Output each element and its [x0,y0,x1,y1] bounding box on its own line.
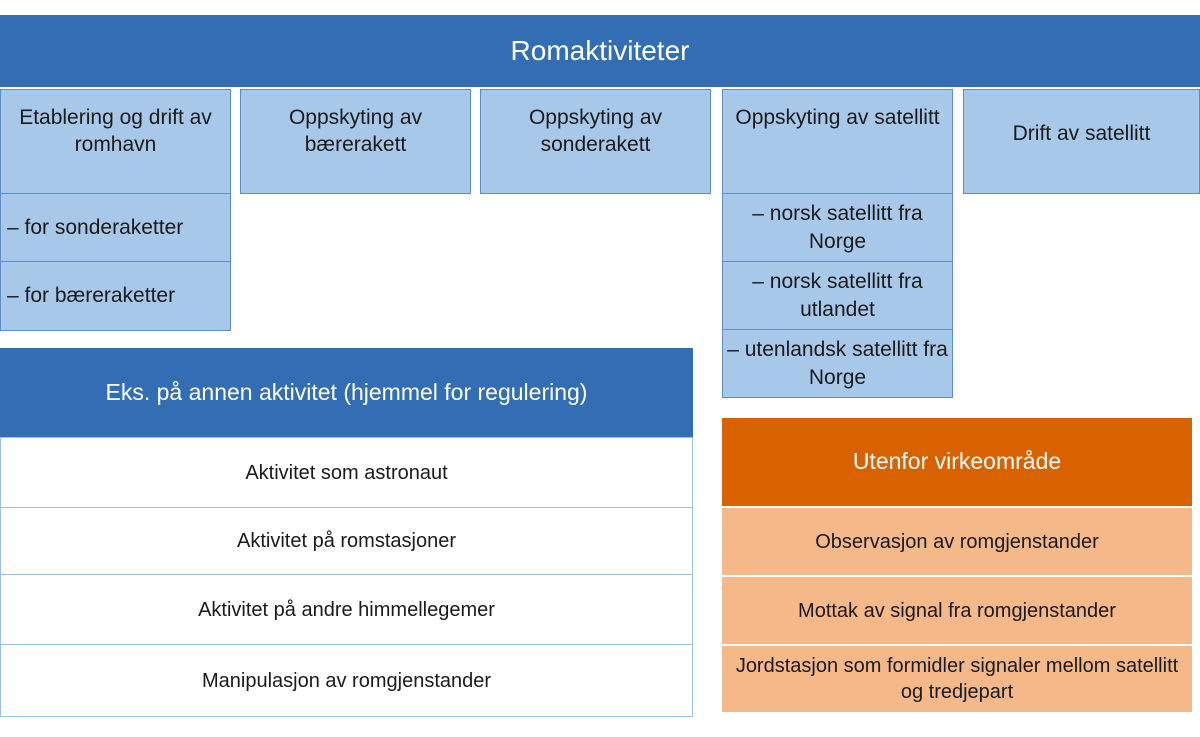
main-title: Romaktiviteter [0,15,1200,87]
col-baererakett: Oppskyting av bærerakett [240,89,471,194]
col-sonderakett: Oppskyting av sonderakett [480,89,711,194]
satellitt-sub-norsk-norge: – norsk satellitt fra Norge [722,193,953,262]
other-activity-item: Aktivitet som astronaut [0,437,693,508]
col-satellitt: Oppskyting av satellitt [722,89,953,194]
outside-scope-title: Utenfor virkeområde [722,418,1192,506]
outside-scope-item: Jordstasjon som formidler signaler mellom satellitt og tredjepart [722,644,1192,712]
col-romhavn: Etablering og drift av romhavn [0,89,231,194]
satellitt-sub-utenlandsk-norge: – utenlandsk satellitt fra Norge [722,329,953,398]
other-activity-item: Manipulasjon av romgjenstander [0,644,693,717]
outside-scope-item: Observasjon av romgjenstander [722,506,1192,576]
outside-scope-item: Mottak av signal fra romgjenstander [722,575,1192,645]
col-drift-satellitt: Drift av satellitt [963,89,1200,194]
other-activity-title: Eks. på annen aktivitet (hjemmel for regulering) [0,348,693,437]
romhavn-sub-sonderaketter: – for sonderaketter [0,193,231,262]
other-activity-item: Aktivitet på romstasjoner [0,507,693,575]
other-activity-item: Aktivitet på andre himmellegemer [0,574,693,645]
satellitt-sub-norsk-utlandet: – norsk satellitt fra utlandet [722,261,953,330]
romhavn-sub-baereraketter: – for bæreraketter [0,261,231,331]
